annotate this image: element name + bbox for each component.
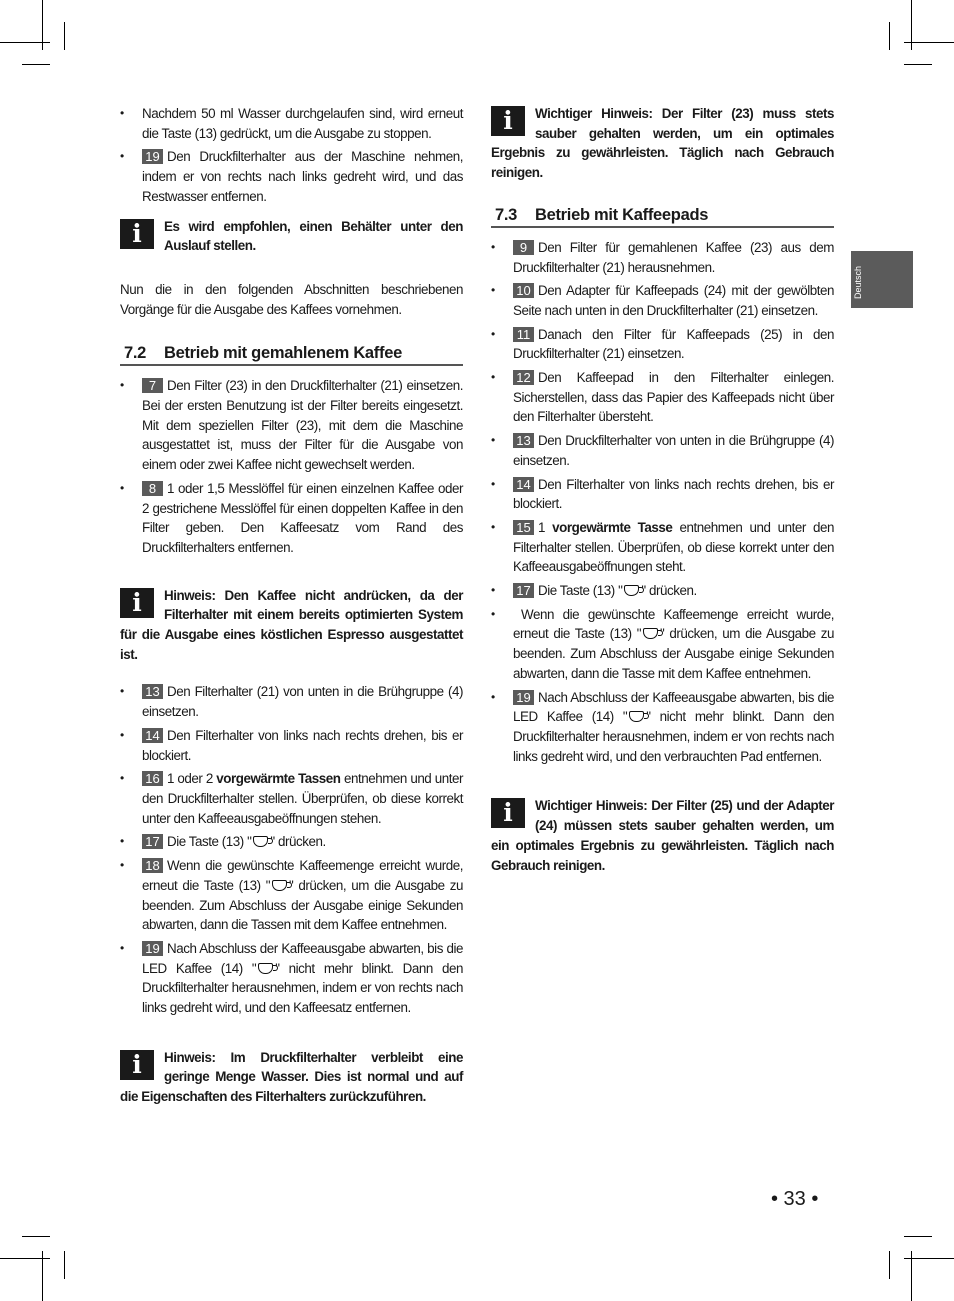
crop-mark — [889, 22, 890, 50]
step-badge: 19 — [142, 941, 163, 956]
list-item — [120, 479, 463, 558]
info-icon: i — [491, 798, 525, 828]
list-item — [491, 281, 834, 320]
item-text: entnehmen und unter den Druckfilterhalter stellen. Überprüfen, ob diese korrekt unter den Kaffeeausgabeöffnungen stehen. — [142, 771, 463, 826]
item-text: " nicht mehr blinkt. Dann den Druckfilterhalter herausnehmen, indem er von rechts nach links gedreht wird, und den Kaffeesatz entfernen. — [142, 960, 463, 1016]
list-item — [491, 581, 834, 601]
page-number: • 33 • — [771, 1188, 819, 1210]
item-text: " nicht mehr blinkt. Dann den Druckfilterhalter herausnehmen, indem er von rechts nach links gedreht wird, und den verbrauchten Pad entfernen. — [513, 709, 834, 764]
step-badge: 8 — [142, 481, 163, 496]
coffee-cup-icon — [643, 628, 658, 639]
note-text: Wichtiger Hinweis: Der Filter (23) muss stets sauber gehalten werden, um ein optimales Ergebnis zu gewährleisten. Täglich nach Gebrauch reinigen. — [491, 106, 834, 181]
item-text: Nach Abschluss der Kaffeeausgabe abwarten, bis die LED Kaffee (14) " — [513, 689, 834, 725]
right-column — [491, 104, 834, 889]
list-item — [491, 605, 834, 684]
list-item — [120, 376, 463, 475]
section-title: Betrieb mit gemahlenem Kaffee — [164, 344, 402, 363]
coffee-cup-icon — [258, 963, 273, 974]
step-badge: 17 — [142, 834, 163, 849]
step-badge: 11 — [513, 327, 534, 342]
info-note — [120, 1048, 463, 1107]
item-text: Den Filterhalter von links nach rechts drehen, bis er blockiert. — [142, 727, 463, 763]
crop-mark — [904, 42, 954, 43]
list-item — [491, 431, 834, 470]
item-text: 1 oder 1,5 Messlöffel für einen einzelnen Kaffee oder 2 gestrichene Messlöffel für einen doppelten Kaffee in den Filter geben. Den Kaffeesatz vom Rand des Druckfilterhalters entfernen. — [142, 480, 463, 555]
coffee-cup-icon — [253, 836, 268, 847]
item-text: Den Adapter für Kaffeepads (24) mit der gewölbten Seite nach unten in den Druckfilterhalter (21) einsetzen. — [513, 283, 834, 318]
info-note — [120, 586, 463, 665]
note-text: Wichtiger Hinweis: Der Filter (25) und der Adapter (24) müssen stets sauber gehalten werden, um ein optimales Ergebnis zu gewährleisten. Täglich nach Gebrauch reinigen. — [491, 798, 834, 873]
info-icon: i — [120, 588, 154, 618]
item-text: Den Filterhalter (21) von unten in die Brühgruppe (4) einsetzen. — [142, 684, 463, 720]
item-text: Nachdem 50 ml Wasser durchgelaufen sind, wird erneut die Taste (13) gedrückt, um die Ausgabe zu stoppen. — [142, 106, 463, 141]
list-item — [120, 682, 463, 721]
intro-list — [120, 104, 463, 207]
item-bold-text: vorgewärmte Tassen — [216, 771, 341, 787]
section-number: 7.3 — [495, 205, 518, 224]
step-badge: 17 — [513, 583, 534, 598]
list-item — [491, 368, 834, 427]
steps-list — [491, 238, 834, 767]
crop-mark — [0, 42, 50, 43]
language-tab — [851, 251, 913, 308]
crop-mark — [889, 1251, 890, 1279]
crop-mark — [22, 64, 50, 65]
item-text: Die Taste (13) " — [167, 834, 252, 850]
step-badge: 14 — [142, 728, 163, 743]
crop-mark — [64, 22, 65, 50]
section-number: 7.2 — [124, 344, 147, 363]
step-badge: 15 — [513, 520, 534, 535]
item-text: entnehmen und unter den Filterhalter stellen. Überprüfen, ob diese korrekt unter den Kaffeeausgabeöffnungen steht. — [513, 519, 834, 575]
step-badge: 12 — [513, 370, 534, 385]
step-badge: 19 — [513, 690, 534, 705]
list-item — [120, 726, 463, 765]
step-badge: 7 — [142, 378, 163, 393]
item-text: " drücken. — [641, 583, 697, 599]
list-item — [120, 769, 463, 828]
coffee-cup-icon — [272, 880, 287, 891]
crop-mark — [904, 1236, 932, 1237]
item-text: Den Druckfilterhalter von unten in die Brühgruppe (4) einsetzen. — [513, 433, 834, 468]
info-note — [491, 796, 834, 875]
list-item — [120, 832, 463, 852]
list-item — [491, 238, 834, 277]
list-item — [491, 325, 834, 364]
crop-mark — [0, 1258, 50, 1259]
step-badge: 19 — [142, 149, 163, 164]
list-item — [491, 518, 834, 577]
info-note — [120, 217, 463, 256]
step-badge: 10 — [513, 283, 534, 298]
item-text: Den Filterhalter von links nach rechts drehen, bis er blockiert. — [513, 476, 834, 512]
step-badge: 13 — [142, 684, 163, 699]
steps-list — [120, 376, 463, 557]
list-item — [120, 147, 463, 206]
item-text: Wenn die gewünschte Kaffeemenge erreicht wurde, erneut die Taste (13) " — [142, 858, 463, 893]
list-item — [491, 688, 834, 767]
info-icon: i — [120, 219, 154, 249]
crop-mark — [22, 1236, 50, 1237]
section-heading — [491, 205, 834, 228]
crop-mark — [64, 1251, 65, 1279]
left-column — [120, 104, 463, 1121]
steps-list — [120, 682, 463, 1017]
list-item — [491, 475, 834, 514]
item-text: Wenn die gewünschte Kaffeemenge erreicht wurde, erneut die Taste (13) " — [513, 606, 834, 642]
note-text: Hinweis: Den Kaffee nicht andrücken, da der Filterhalter mit einem bereits optimierten System für die Ausgabe eines köstlichen Espresso ausgestattet ist. — [120, 587, 463, 662]
paragraph: Nun die in den folgenden Abschnitten beschriebenen Vorgänge für die Ausgabe des Kaffees vornehmen. — [120, 281, 463, 317]
step-badge: 13 — [513, 433, 534, 448]
item-text: 1 — [538, 519, 553, 535]
item-text: Den Filter für gemahlenen Kaffee (23) aus dem Druckfilterhalter (21) herausnehmen. — [513, 239, 834, 275]
item-text: Den Druckfilterhalter aus der Maschine nehmen, indem er von rechts nach links gedreht wird, und das Restwasser entfernen. — [142, 149, 463, 204]
section-heading — [120, 343, 463, 366]
info-icon: i — [491, 106, 525, 136]
item-text: " drücken. — [270, 834, 326, 850]
note-text: Hinweis: Im Druckfilterhalter verbleibt eine geringe Menge Wasser. Dies ist normal und auf die Eigenschaften des Filterhalters zurückzuführen. — [120, 1049, 463, 1105]
note-text: Es wird empfohlen, einen Behälter unter den Auslauf stellen. — [164, 218, 463, 254]
section-title: Betrieb mit Kaffeepads — [535, 205, 709, 224]
info-note — [491, 104, 834, 183]
item-text: 1 oder 2 — [167, 771, 217, 787]
item-text: Nach Abschluss der Kaffeeausgabe abwarten, bis die LED Kaffee (14) " — [142, 940, 463, 976]
coffee-cup-icon — [629, 711, 644, 722]
language-tab-label: Deutsch — [853, 265, 863, 299]
info-icon: i — [120, 1050, 154, 1080]
item-text: Den Filter (23) in den Druckfilterhalter (21) einsetzen. Bei der ersten Benutzung ist der Filter bereits eingesetzt. Mit dem speziellen Filter (23), mit dem die Maschine ausgestattet ist, muss der Filter für die Ausgabe von einem oder zwei Kaffee nicht gewechselt werden. — [142, 378, 463, 473]
crop-mark — [904, 1258, 954, 1259]
list-item — [120, 856, 463, 935]
item-text: " drücken, um die Ausgabe zu beenden. Zum Abschluss der Ausgabe einige Sekunden abwarten, dann die Tassen mit dem Kaffee entnehmen. — [142, 877, 463, 933]
step-badge: 18 — [142, 858, 163, 873]
list-item — [120, 939, 463, 1018]
step-badge: 9 — [513, 240, 534, 255]
step-badge: 16 — [142, 771, 163, 786]
item-text: Die Taste (13) " — [538, 583, 623, 599]
crop-mark — [904, 64, 932, 65]
list-item — [120, 104, 463, 143]
item-bold-text: vorgewärmte Tasse — [552, 519, 673, 535]
item-text: Danach den Filter für Kaffeepads (25) in den Druckfilterhalter (21) einsetzen. — [513, 326, 834, 362]
coffee-cup-icon — [624, 585, 639, 596]
item-text: Den Kaffeepad in den Filterhalter einlegen. Sicherstellen, dass das Papier des Kaffeepads nicht über den Filterhalter übersteht. — [513, 370, 834, 425]
item-text: " drücken, um die Ausgabe zu beenden. Zum Abschluss der Ausgabe einige Sekunden abwarten, dann die Tasse mit dem Kaffee entnehmen. — [513, 626, 834, 681]
step-badge: 14 — [513, 477, 534, 492]
